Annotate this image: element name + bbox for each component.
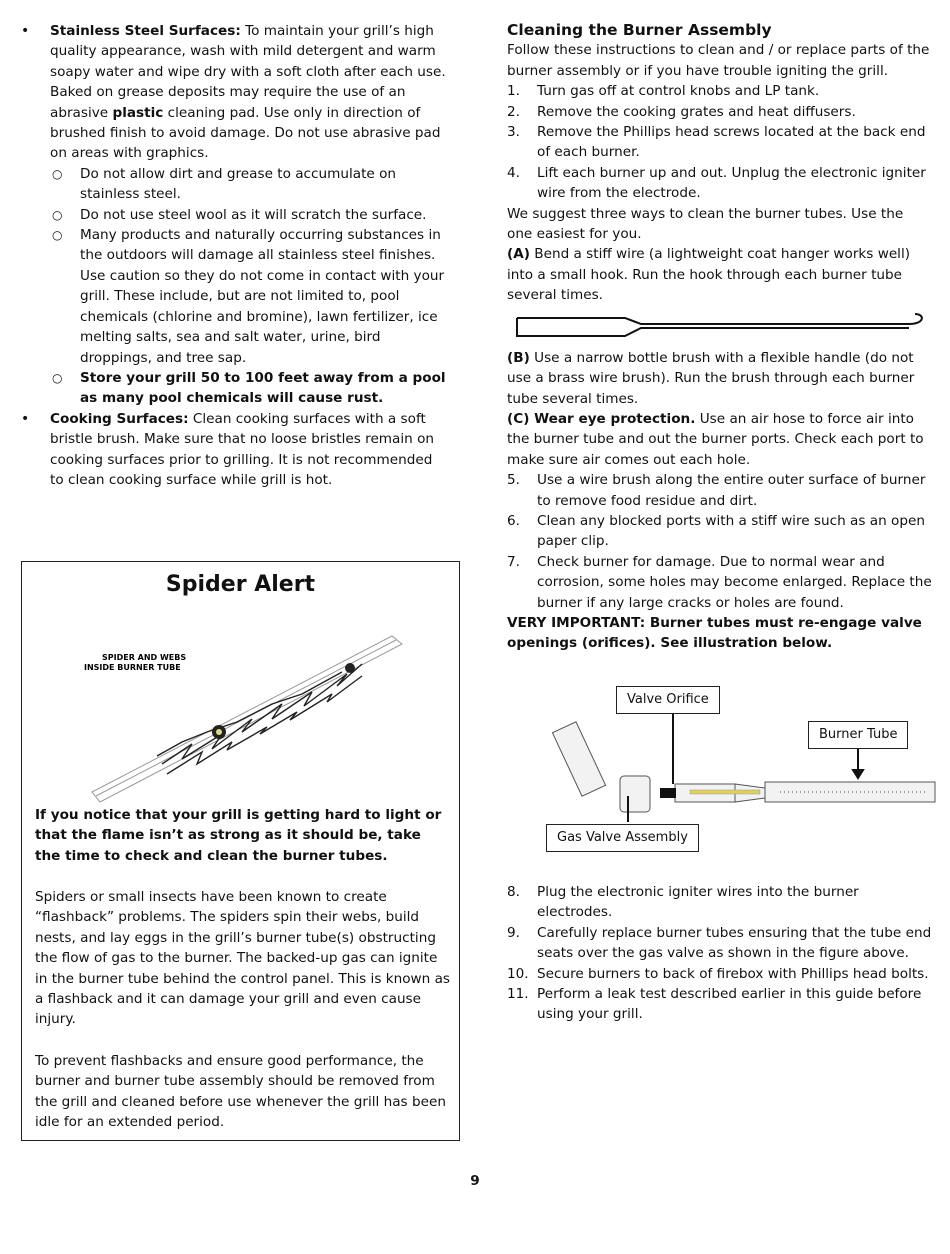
step-number: 4. xyxy=(507,164,520,181)
suggestion: We suggest three ways to clean the burner tubes. Use the one easiest for you. xyxy=(507,205,904,243)
label-burner-tube: Burner Tube xyxy=(808,721,908,749)
spider-alert-box xyxy=(21,561,460,1141)
label-gas-valve-assembly: Gas Valve Assembly xyxy=(546,824,699,852)
bullet-cooking xyxy=(21,409,450,491)
intro: Follow these instructions to clean and / or replace parts of the burner assembly or if you have trouble igniting the grill. xyxy=(507,42,930,79)
step xyxy=(507,511,932,552)
bullet-text: cleaning pad. Use only in direction of brushed finish to avoid damage. Do not use abrasive pad on areas with graphics. xyxy=(50,104,441,162)
label-valve-orifice: Valve Orifice xyxy=(616,686,720,714)
step xyxy=(507,81,932,101)
section-heading: Cleaning the Burner Assembly xyxy=(507,21,772,39)
sub-marker: ○ xyxy=(52,228,63,243)
step xyxy=(507,470,932,511)
important-note: VERY IMPORTANT: Burner tubes must re-engage valve openings (orifices). See illustration below. xyxy=(507,614,922,652)
spider-alert-title: Spider Alert xyxy=(165,572,316,597)
steps-final xyxy=(507,882,932,1025)
step xyxy=(507,964,932,984)
sub-bullet-text: Do not use steel wool as it will scratch the surface. xyxy=(80,206,427,223)
sub-marker: ○ xyxy=(52,207,63,222)
right-column xyxy=(507,20,932,654)
step-text: Remove the cooking grates and heat diffusers. xyxy=(537,103,856,120)
method-text: Use an air hose to force air into the burner tube and out the burner ports. Check each port to make sure air comes out each hole. xyxy=(507,410,924,468)
step xyxy=(507,882,932,923)
step-number: 1. xyxy=(507,83,520,100)
step-number: 7. xyxy=(507,553,520,570)
sub-marker: ○ xyxy=(52,370,63,385)
bold-word: plastic xyxy=(112,104,164,121)
bullet-text: Clean cooking surfaces with a soft bristle brush. Make sure that no loose bristles remain on cooking surfaces prior to grilling. It is not recommended to clean cooking surface while grill is hot. xyxy=(50,410,435,488)
page-number: 9 xyxy=(470,1173,480,1189)
step xyxy=(507,122,932,163)
bullet-title: Stainless Steel Surfaces: xyxy=(50,23,241,39)
sub-bullet-text: Many products and naturally occurring substances in the outdoors will damage all stainless steel finishes. Use caution so they do not come in contact with your grill. These include, but are not limited to, pool chemicals (chlorine and bromine), lawn fertilizer, ice melting salts, sea and salt water, urine, bird droppings, and tree sap. xyxy=(80,227,445,366)
step xyxy=(507,102,932,122)
burner-diagram xyxy=(540,684,940,860)
sub-marker: ○ xyxy=(52,166,63,181)
sub-bullet xyxy=(50,164,450,205)
svg-text:INSIDE BURNER TUBE: INSIDE BURNER TUBE xyxy=(84,663,181,672)
step xyxy=(507,923,932,964)
step-number: 2. xyxy=(507,103,520,120)
method-text: Use a narrow bottle brush with a flexible handle (do not use a brass wire brush). Run the brush through each burner tube several times. xyxy=(507,349,915,407)
spider-paragraph: Spiders or small insects have been known to create “flashback” problems. The spiders spin their webs, build nests, and lay eggs in the grill’s burner tube(s) obstructing the flow of gas to the burner. The backed-up gas can ignite in the burner tube behind the control panel. This is known as a flashback and it can damage your grill and even cause injury. xyxy=(35,889,451,1028)
spider-warning: If you notice that your grill is getting hard to light or that the flame isn’t as strong as it should be, take the time to check and clean the burner tubes. xyxy=(35,807,442,864)
method-a xyxy=(507,244,932,305)
step xyxy=(507,984,932,1025)
sub-bullet-text: Store your grill 50 to 100 feet away from a pool as many pool chemicals will cause rust. xyxy=(80,369,446,407)
spider-burner-tube-illustration xyxy=(82,624,422,804)
method-label: (C) Wear eye protection. xyxy=(507,410,696,427)
svg-text:SPIDER AND WEBS: SPIDER AND WEBS xyxy=(102,653,187,662)
bullet-text: To maintain your grill’s high quality appearance, wash with mild detergent and warm soapy water and wipe dry with a soft cloth after each use. Baked on grease deposits may require the use of an abrasive xyxy=(50,23,446,121)
method-label: (A) xyxy=(507,246,530,263)
wire-hook-illustration xyxy=(513,310,933,344)
step-text: Turn gas off at control knobs and LP tank. xyxy=(537,83,820,100)
step-text: Check burner for damage. Due to normal wear and corrosion, some holes may become enlarged. Replace the burner if any large cracks or holes are found. xyxy=(537,553,932,611)
sub-bullet xyxy=(50,205,450,225)
sub-bullet xyxy=(50,225,450,368)
step-number: 3. xyxy=(507,124,520,141)
step xyxy=(507,552,932,613)
step-number: 5. xyxy=(507,472,520,489)
spider-paragraph: To prevent flashbacks and ensure good performance, the burner and burner tube assembly should be removed from the grill and cleaned before use whenever the grill has been idle for an extended period. xyxy=(35,1053,446,1131)
method-label: (B) xyxy=(507,349,530,366)
step-text: Carefully replace burner tubes ensuring that the tube end seats over the gas valve as shown in the figure above. xyxy=(537,924,932,962)
bullet-stainless xyxy=(21,21,450,164)
step xyxy=(507,163,932,204)
step-text: Remove the Phillips head screws located at the back end of each burner. xyxy=(537,124,926,161)
step-text: Clean any blocked ports with a stiff wire such as an open paper clip. xyxy=(537,512,925,550)
step-text: Lift each burner up and out. Unplug the electronic igniter wire from the electrode. xyxy=(537,164,926,202)
bullet-title: Cooking Surfaces: xyxy=(50,410,189,427)
left-column xyxy=(21,21,450,490)
method-text: Bend a stiff wire (a lightweight coat hanger works well) into a small hook. Run the hook through each burner tube several times. xyxy=(507,246,911,304)
step-number: 6. xyxy=(507,512,520,529)
step-text: Perform a leak test described earlier in this guide before using your grill. xyxy=(537,986,922,1023)
step-text: Secure burners to back of firebox with Phillips head bolts. xyxy=(537,965,929,982)
step-number: 8. xyxy=(507,884,520,900)
bullet-marker: • xyxy=(21,23,30,39)
sub-bullet xyxy=(50,368,450,409)
method-c xyxy=(507,409,932,470)
step-number: 9. xyxy=(507,924,520,941)
step-text: Plug the electronic igniter wires into the burner electrodes. xyxy=(537,884,859,921)
step-number: 11. xyxy=(507,986,529,1003)
method-b xyxy=(507,348,932,409)
sub-bullet-text: Do not allow dirt and grease to accumulate on stainless steel. xyxy=(80,165,397,203)
step-text: Use a wire brush along the entire outer surface of burner to remove food residue and dirt. xyxy=(537,472,926,509)
step-number: 10. xyxy=(507,965,529,982)
bullet-marker: • xyxy=(21,410,30,427)
